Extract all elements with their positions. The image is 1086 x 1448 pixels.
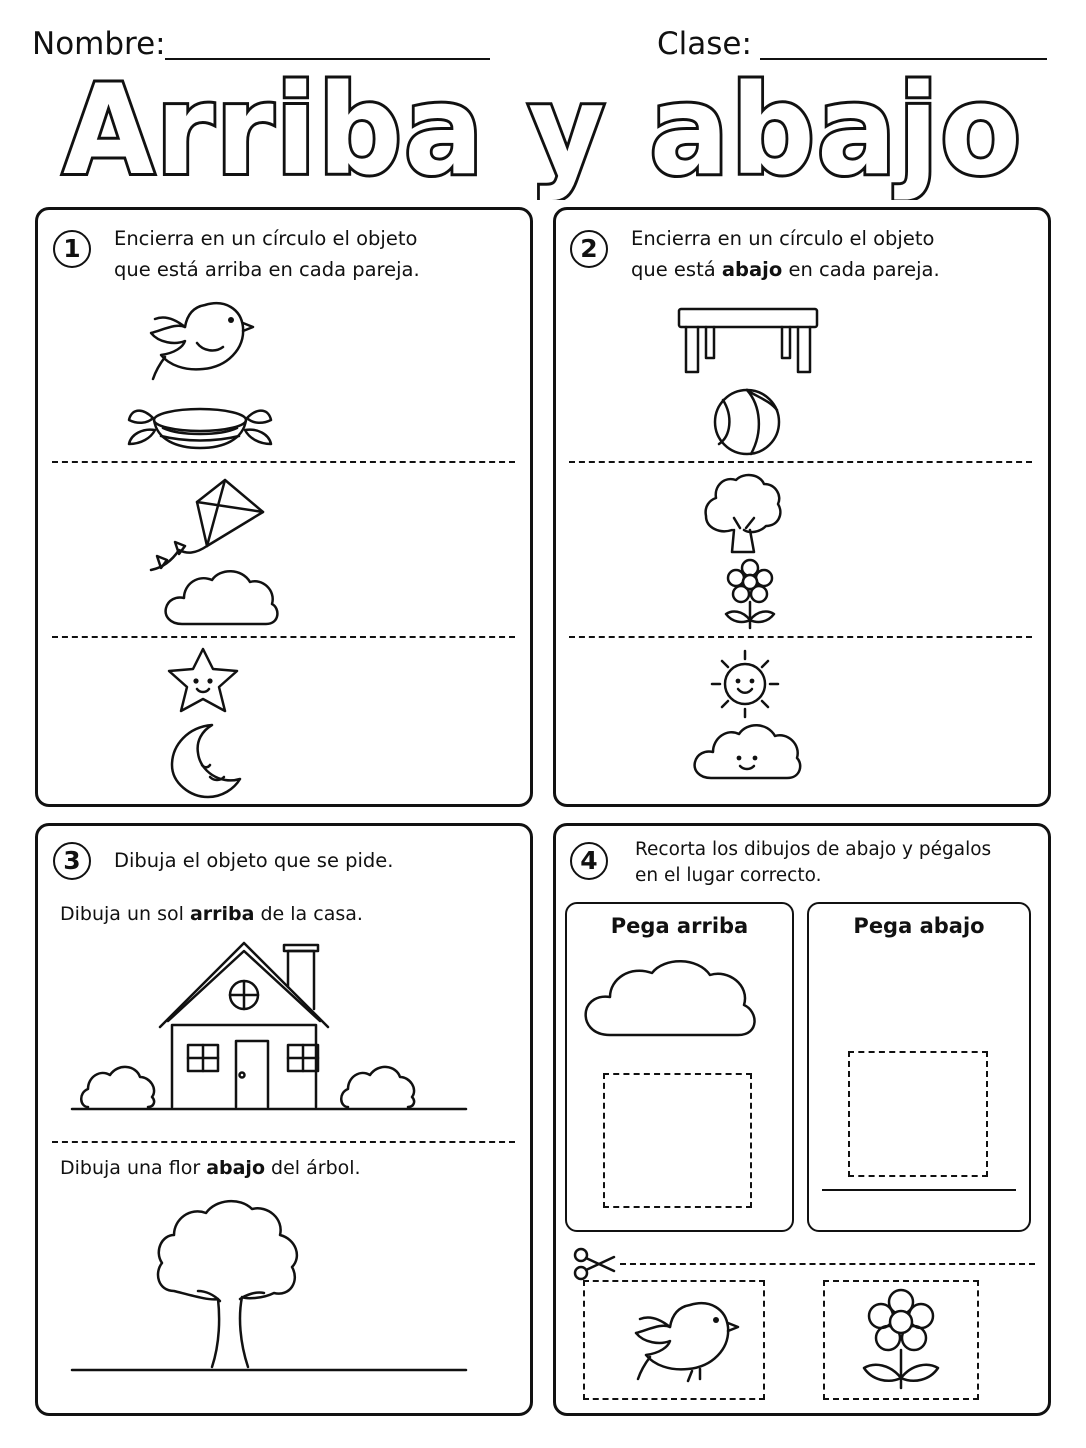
cut-line	[620, 1263, 1035, 1265]
bird-icon[interactable]	[145, 293, 255, 383]
task-2-pre: Dibuja una flor	[60, 1157, 207, 1179]
section-2-number: 2	[570, 230, 608, 268]
instruction-line-2: en el lugar correcto.	[635, 865, 822, 886]
name-label: Nombre:	[32, 26, 166, 62]
ball-icon[interactable]	[711, 386, 783, 458]
nest-icon[interactable]	[125, 400, 275, 452]
task-1-post: de la casa.	[254, 903, 363, 925]
instruction-line-1: Recorta los dibujos de abajo y pégalos	[635, 839, 992, 860]
scissors-icon	[572, 1247, 616, 1281]
tree-icon[interactable]	[702, 472, 782, 554]
task-1-pre: Dibuja un sol	[60, 903, 190, 925]
paste-up-title: Pega arriba	[610, 914, 749, 938]
divider-line	[52, 636, 515, 638]
ground-line	[822, 1189, 1016, 1191]
task-2-key: abajo	[206, 1157, 265, 1179]
instruction-line-1: Encierra en un círculo el objeto	[114, 227, 418, 250]
moon-icon[interactable]	[166, 721, 246, 801]
task-1-text	[60, 903, 363, 925]
class-label: Clase:	[657, 26, 752, 62]
task-1-key: arriba	[189, 903, 255, 925]
kite-icon[interactable]	[145, 476, 270, 576]
instruction-line-2-pre: que está	[114, 258, 205, 281]
table-icon[interactable]	[676, 306, 820, 376]
paste-slot-down[interactable]	[848, 1051, 988, 1177]
section-2-instruction	[631, 223, 940, 285]
cloud-icon[interactable]	[162, 566, 280, 628]
divider-line	[569, 636, 1032, 638]
section-4-number: 4	[570, 842, 608, 880]
sun-icon[interactable]	[710, 649, 780, 719]
section-1-number: 1	[53, 230, 91, 268]
paste-slot-up[interactable]	[603, 1073, 752, 1208]
house-icon	[70, 937, 470, 1112]
paste-down-title: Pega abajo	[853, 914, 985, 938]
instruction-line-2-key: arriba	[204, 258, 263, 281]
class-field[interactable]	[760, 58, 1047, 60]
flower-icon[interactable]	[858, 1288, 944, 1392]
flower-icon[interactable]	[720, 558, 780, 630]
section-1-panel	[35, 207, 533, 807]
cloud-icon[interactable]	[693, 720, 803, 782]
divider-line	[569, 461, 1032, 463]
instruction-line-2-key: abajo	[721, 258, 783, 281]
instruction-line-1: Encierra en un círculo el objeto	[631, 227, 935, 250]
instruction-line-2-pre: que está	[631, 258, 722, 281]
section-3-instruction: Dibuja el objeto que se pide.	[114, 849, 394, 872]
cloud-icon	[582, 955, 768, 1039]
task-2-text	[60, 1157, 361, 1179]
section-4-instruction	[635, 837, 991, 889]
name-field[interactable]	[165, 58, 490, 60]
page-title-text: Arriba y abajo	[63, 70, 1023, 200]
task-2-post: del árbol.	[265, 1157, 361, 1179]
divider-line	[52, 461, 515, 463]
section-3-number: 3	[53, 842, 91, 880]
star-icon[interactable]	[163, 645, 245, 717]
instruction-line-2-post: en cada pareja.	[262, 258, 420, 281]
instruction-line-2-post: en cada pareja.	[782, 258, 940, 281]
bird-icon[interactable]	[630, 1293, 742, 1383]
divider-line	[52, 1141, 515, 1143]
page-title	[0, 70, 1086, 200]
section-1-instruction	[114, 223, 420, 285]
section-2-panel	[553, 207, 1051, 807]
tree-icon	[70, 1193, 470, 1373]
